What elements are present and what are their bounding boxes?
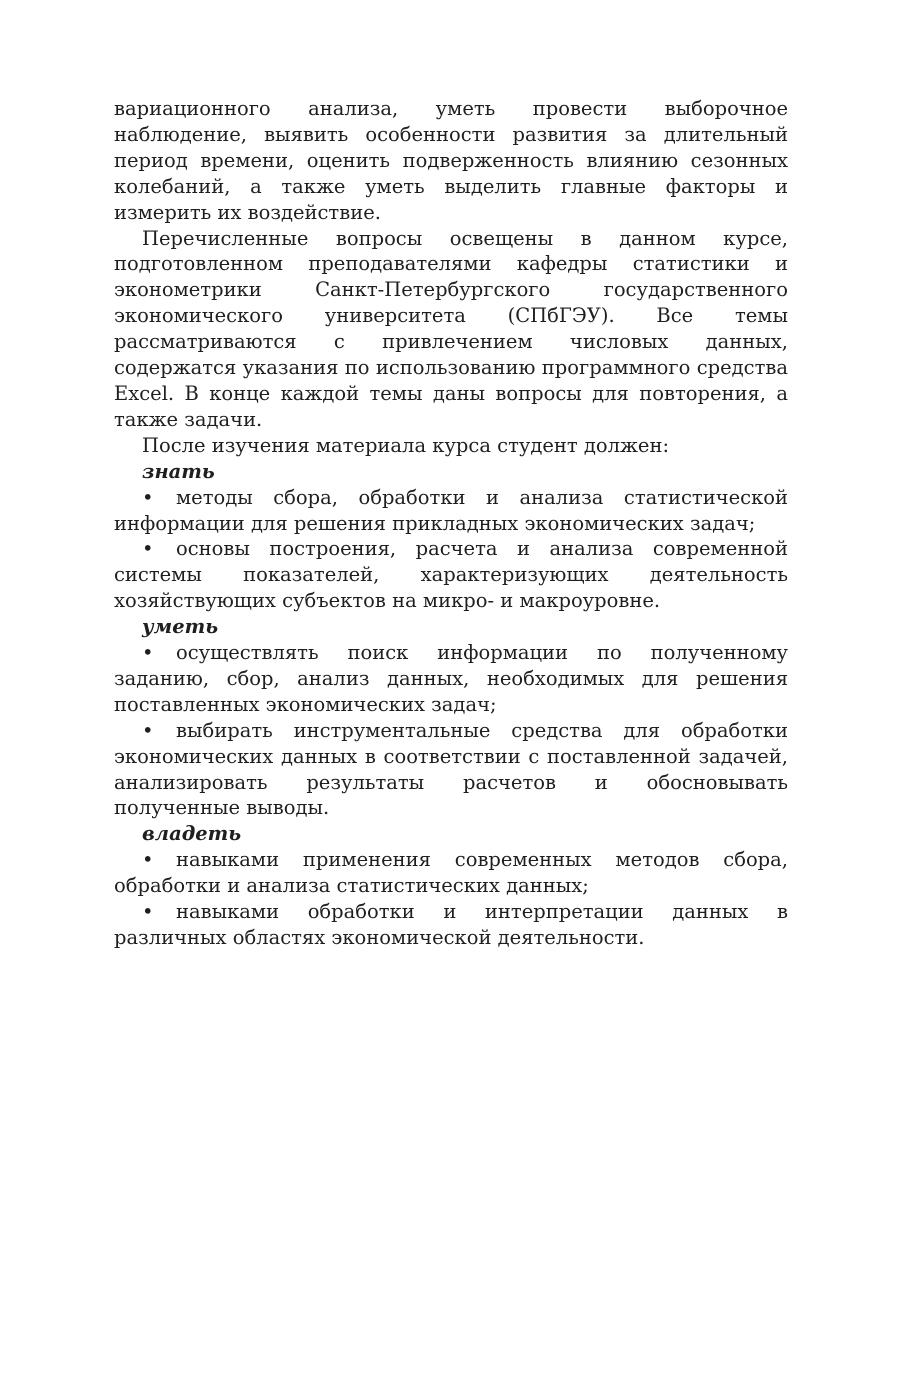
- list-item-text: основы построения, расчета и анализа современной системы показателей, характеризующих деятельность хозяйствующих субъектов на микро- и макроуровне.: [114, 537, 788, 613]
- list-item: [114, 485, 788, 537]
- section-heading-can: уметь: [142, 615, 219, 639]
- bullet-icon: •: [142, 485, 154, 509]
- section-can: [114, 614, 788, 821]
- list-item-text: навыками применения современных методов сбора, обработки и анализа статистических данных;: [114, 848, 788, 898]
- paragraph-intro-continuation: вариационного анализа, уметь провести выборочное наблюдение, выявить особенности развития за длительный период времени, оценить подверженность влиянию сезонных колебаний, а также уметь выделить главные факторы и измерить их воздействие.: [114, 97, 788, 224]
- bullet-icon: •: [142, 848, 154, 872]
- list-item-text: методы сбора, обработки и анализа статистической информации для решения прикладных экономических задач;: [114, 485, 788, 535]
- paragraph-outcomes-intro: После изучения материала курса студент должен:: [142, 433, 670, 457]
- list-item: [114, 640, 788, 718]
- section-know: [114, 459, 788, 614]
- bullet-icon: •: [142, 900, 154, 924]
- paragraph-course-description: Перечисленные вопросы освещены в данном курсе, подготовленном преподавателями кафедры статистики и эконометрики Санкт-Петербургского государственного экономического университета (СПбГЭУ). Все темы рассматриваются с привлечением числовых данных, содержатся указания по использованию программного средства Excel. В конце каждой темы даны вопросы для повторения, а также задачи.: [114, 226, 788, 431]
- section-heading-know: знать: [142, 459, 215, 483]
- bullet-icon: •: [142, 718, 154, 742]
- list-item-text: навыками обработки и интерпретации данных в различных областях экономической деятельности.: [114, 900, 788, 949]
- list-item-text: осуществлять поиск информации по полученному заданию, сбор, анализ данных, необходимых для решения поставленных экономических задач;: [114, 641, 788, 716]
- section-master: [114, 821, 788, 951]
- list-item: [114, 847, 788, 899]
- bullet-icon: •: [142, 641, 154, 665]
- list-item: [114, 718, 788, 822]
- bullet-icon: •: [142, 537, 154, 561]
- list-item: [114, 899, 788, 951]
- page-body: [114, 96, 788, 951]
- section-heading-master: владеть: [142, 822, 242, 846]
- list-item-text: выбирать инструментальные средства для обработки экономических данных в соответствии с поставленной задачей, анализировать результаты расчетов и обосновывать полученные выводы.: [114, 718, 788, 820]
- list-item: [114, 536, 788, 614]
